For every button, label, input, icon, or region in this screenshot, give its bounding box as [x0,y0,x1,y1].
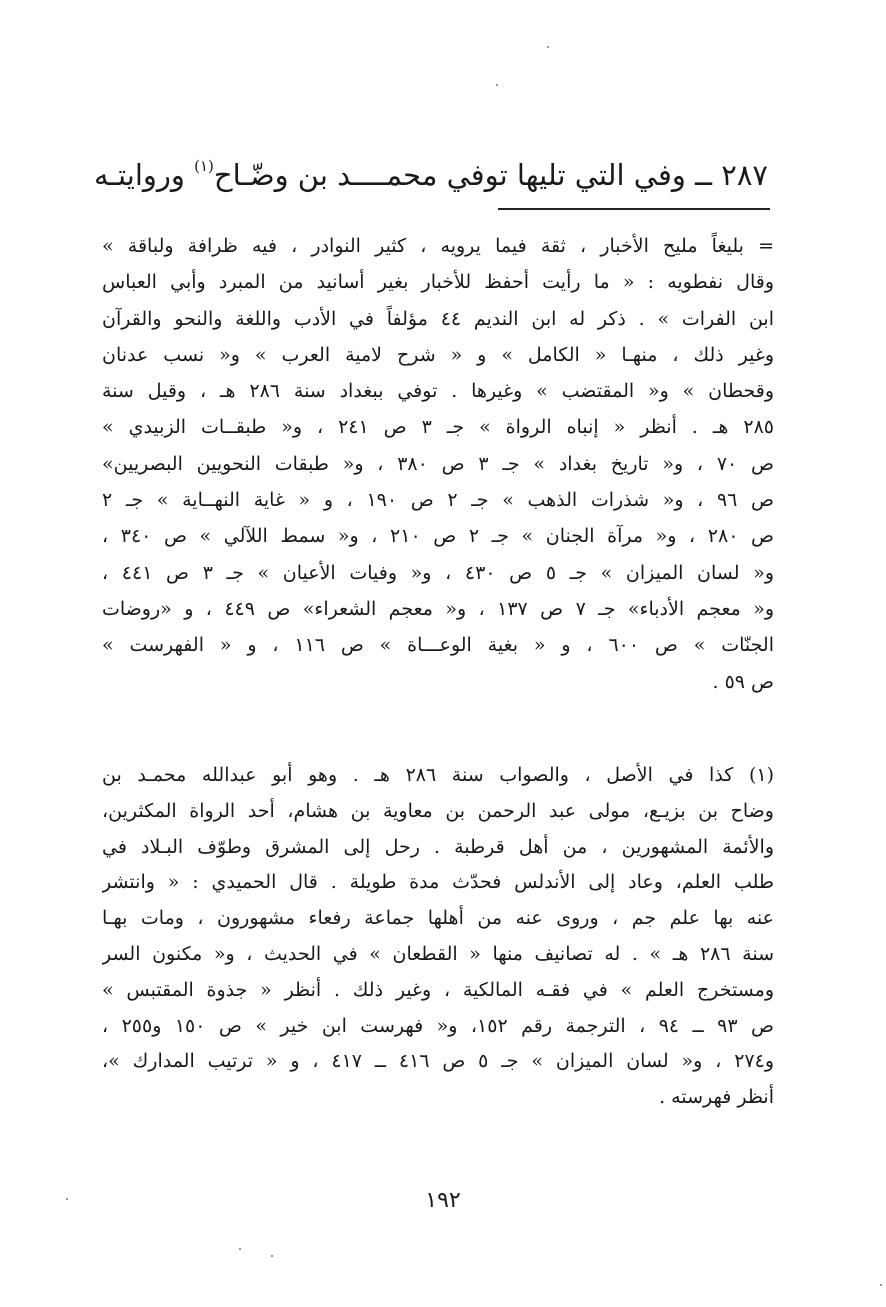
footnote-line: (١) كذا في الأصل ، والصواب سنة ٢٨٦ هـ . وهو أبو عبدالله محمـد بن [102,764,774,786]
text-line: ص ٢٨٠ ، و« مرآة الجنان » جـ ٢ ص ٢١٠ ، و« سمط اللآلي » ص ٣٤٠ ، [102,525,774,548]
text-line: ٢٨٥ هـ . أنظر « إنباه الرواة » جـ ٣ ص ٢٤١ ، و« طبقــات الزبيدي » [102,416,774,439]
text-line: ابن الفرات » . ذكر له ابن النديم ٤٤ مؤلفاً في الأدب واللغة والنحو والقرآن [102,307,774,330]
footnote-line: والأئمة المشهورين ، من أهل قرطبة . رحل إلى المشرق وطوّف البـلاد في [102,835,774,858]
footnote-line: وضاح بن بزيـع، مولى عبد الرحمن بن معاوية بن هشام، أحد الرواة المكثرين، [102,799,774,822]
scan-speck [496,84,498,86]
scan-speck [271,1255,273,1257]
heading-text: ٢٨٧ ــ وفي التي تليها توفي محمــــد بن وضّـاح [213,158,768,192]
text-line: وقال نفطويه : « ما رأيت أحفظ للأخبار بغير أسانيد من المبرد وأبي العباس [102,271,774,294]
footnote-line: أنظر فهرسته . [659,1086,774,1109]
text-line: و« معجم الأدباء» جـ ٧ ص ١٣٧ ، و« معجم الشعراء» ص ٤٤٩ ، و «روضات [102,597,774,620]
entry-heading [93,142,768,199]
text-line: ص ٩٦ ، و« شذرات الذهب » جـ ٢ ص ١٩٠ ، و « غاية النهــاية » جـ ٢ [102,489,774,512]
footnote-line: عنه بها علم جم ، وروى عنه من أهلها جماعة رفعاء مشهورون ، ومات بهـا [102,907,774,930]
footnote-line: و٢٧٤ ، و« لسان الميزان » جـ ٥ ص ٤١٦ ــ ٤١٧ ، و « ترتيب المدارك »، [102,1050,774,1073]
text-line: = بليغاً مليح الأخبار ، ثقة فيما يرويه ، كثير النوادر ، فيه ظرافة ولباقة » [102,235,774,257]
footnote-line: سنة ٢٨٦ هـ » . له تصانيف منها « القطعان » في الحديث ، و« مكنون السر [102,942,774,965]
text-line: الجنّات » ص ٦٠٠ ، و « بغية الوعـــاة » ص ١١٦ ، و « الفهرست » [102,634,774,657]
text-line: ص ٧٠ ، و« تاريخ بغداد » جـ ٣ ص ٣٨٠ ، و« طبقات النحويين البصريين» [102,452,774,475]
footnote-line: طلب العلم، وعاد إلى الأندلس فحدّث مدة طويلة . قال الحميدي : « وانتشر [102,871,774,894]
scan-speck [547,46,549,48]
page-number: ١٩٢ [425,1188,461,1213]
scan-speck [239,1248,241,1250]
heading-tail: وروايتـه [93,158,195,192]
biography-continuation [102,228,774,700]
footnote-marker: (١) [194,157,214,175]
footnote-1 [102,758,774,1116]
footnote-separator-rule [498,208,770,210]
footnote-line: ومستخرج العلم » في فقـه المالكية ، وغير ذلك . أنظر « جذوة المقتبس » [102,978,774,1001]
scan-speck [66,1198,68,1200]
text-line: ص ٥٩ . [712,670,774,693]
scan-speck [880,1284,882,1286]
footnote-line: ص ٩٣ ــ ٩٤ ، الترجمة رقم ١٥٢، و« فهرست ابن خير » ص ١٥٠ و٢٥٥ ، [102,1014,774,1037]
text-line: و« لسان الميزان » جـ ٥ ص ٤٣٠ ، و« وفيات الأعيان » جـ ٣ ص ٤٤١ ، [102,561,774,584]
text-line: وغير ذلك ، منهـا « الكامل » و « شرح لامية العرب » و« نسب عدنان [102,343,774,366]
text-line: وقحطان » و« المقتضب » وغيرها . توفي ببغداد سنة ٢٨٦ هـ ، وقيل سنة [102,380,774,403]
